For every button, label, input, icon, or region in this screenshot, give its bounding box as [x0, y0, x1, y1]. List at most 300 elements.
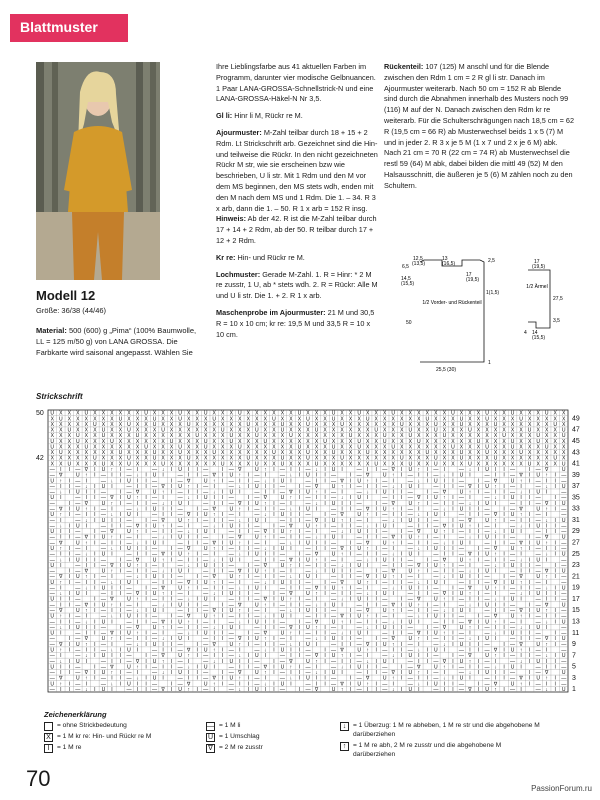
chart-row-label: 45: [572, 437, 580, 445]
chart-stitch-symbol: U: [178, 551, 182, 558]
chart-stitch-symbol: —: [254, 641, 260, 648]
chart-stitch-symbol: I: [196, 534, 198, 541]
chart-stitch-symbol: X: [502, 455, 506, 462]
chart-stitch-symbol: U: [408, 427, 413, 434]
chart-stitch-symbol: I: [264, 551, 267, 558]
chart-stitch-symbol: I: [426, 562, 429, 569]
chart-stitch-symbol: —: [75, 478, 81, 485]
chart-stitch-symbol: U: [510, 681, 515, 688]
chart-stitch-symbol: ↓: [264, 512, 267, 519]
chart-stitch-symbol: U: [229, 489, 234, 496]
legend-item: — = 1 M li: [207, 722, 241, 730]
chart-stitch-symbol: U: [272, 416, 276, 423]
chart-stitch-symbol: I: [503, 579, 505, 586]
chart-stitch-symbol: I: [315, 675, 318, 682]
chart-stitch-symbol: ↓: [289, 608, 293, 615]
chart-stitch-symbol: U: [220, 461, 225, 468]
chart-stitch-symbol: I: [290, 579, 292, 586]
dim-right-1: 17: [466, 272, 472, 278]
dim-top-right-b: (16,5): [442, 261, 456, 267]
chart-stitch-symbol: ↑: [264, 602, 267, 609]
chart-stitch-symbol: —: [510, 641, 516, 648]
chart-stitch-symbol: I: [477, 670, 480, 677]
chart-stitch-symbol: I: [273, 467, 275, 474]
chart-stitch-symbol: —: [177, 658, 183, 665]
chart-stitch-symbol: —: [356, 636, 362, 643]
chart-stitch-symbol: —: [49, 574, 55, 581]
chart-stitch-symbol: X: [510, 455, 515, 462]
chart-stitch-symbol: X: [118, 444, 123, 451]
chart-stitch-symbol: I: [426, 568, 429, 575]
chart-stitch-symbol: I: [469, 630, 471, 637]
chart-stitch-symbol: U: [58, 416, 63, 423]
chart-stitch-symbol: I: [119, 608, 122, 615]
chart-stitch-symbol: ↓: [443, 641, 446, 648]
chart-stitch-symbol: X: [417, 444, 421, 451]
chart-stitch-symbol: I: [213, 585, 215, 592]
chart-stitch-symbol: U: [101, 585, 106, 592]
chart-stitch-symbol: U: [510, 478, 515, 485]
chart-stitch-symbol: X: [519, 461, 523, 468]
chart-stitch-symbol: —: [228, 512, 234, 519]
chart-stitch-symbol: I: [68, 647, 71, 654]
chart-stitch-symbol: I: [136, 636, 139, 643]
chart-stitch-symbol: —: [561, 664, 567, 671]
chart-stitch-symbol: —: [561, 613, 567, 620]
chart-stitch-symbol: —: [331, 472, 337, 479]
chart-stitch-symbol: —: [382, 529, 388, 536]
chart-stitch-symbol: I: [443, 619, 446, 626]
chart-stitch-symbol: —: [382, 483, 388, 490]
watermark: PassionForum.ru: [531, 784, 592, 793]
chart-stitch-symbol: —: [75, 512, 81, 519]
chart-stitch-symbol: I: [196, 608, 198, 615]
chart-stitch-symbol: I: [418, 585, 420, 592]
chart-stitch-symbol: —: [100, 512, 106, 519]
chart-stitch-symbol: U: [459, 506, 464, 513]
chart-stitch-symbol: X: [135, 438, 140, 445]
chart-stitch-symbol: I: [528, 624, 531, 631]
kr-re-text: Kr re: Hin- und Rückr re M.: [216, 252, 305, 262]
chart-stitch-symbol: ↑: [340, 551, 344, 558]
chart-stitch-symbol: I: [68, 500, 71, 507]
chart-stitch-symbol: ↓: [187, 596, 190, 603]
chart-stitch-symbol: I: [528, 613, 531, 620]
chart-row-label: 5: [572, 663, 576, 671]
chart-stitch-symbol: X: [84, 433, 89, 440]
chart-stitch-symbol: I: [119, 675, 122, 682]
chart-stitch-symbol: I: [170, 467, 173, 474]
chart-stitch-symbol: ↑: [212, 478, 216, 485]
chart-stitch-symbol: ↓: [187, 562, 190, 569]
chart-stitch-symbol: —: [100, 608, 106, 615]
chart-stitch-symbol: I: [426, 675, 429, 682]
chart-stitch-symbol: —: [126, 557, 132, 564]
chart-stitch-symbol: I: [426, 658, 429, 665]
chart-stitch-symbol: U: [331, 467, 336, 474]
chart-stitch-symbol: —: [433, 472, 439, 479]
chart-stitch-symbol: —: [331, 574, 337, 581]
chart-stitch-symbol: I: [545, 664, 548, 671]
chart-stitch-symbol: X: [314, 450, 319, 457]
chart-row-label: 47: [572, 426, 580, 434]
chart-stitch-symbol: I: [520, 653, 522, 660]
chart-stitch-symbol: —: [484, 675, 490, 682]
chart-stitch-symbol: X: [536, 421, 540, 428]
chart-stitch-symbol: I: [239, 647, 241, 654]
chart-stitch-symbol: I: [324, 517, 326, 524]
chart-stitch-symbol: X: [272, 410, 276, 417]
chart-stitch-symbol: ↑: [85, 540, 88, 547]
chart-stitch-symbol: I: [170, 664, 173, 671]
chart-stitch-symbol: X: [67, 438, 72, 445]
chart-stitch-symbol: —: [49, 636, 55, 643]
chart-stitch-symbol: U: [306, 608, 310, 615]
chart-stitch-symbol: ∇: [493, 579, 498, 586]
chart-stitch-symbol: X: [425, 421, 430, 428]
chart-stitch-symbol: —: [484, 529, 490, 536]
chart-stitch-symbol: I: [187, 636, 190, 643]
chart-stitch-symbol: X: [204, 450, 208, 457]
chart-stitch-symbol: X: [50, 461, 54, 468]
chart-stitch-symbol: —: [75, 579, 81, 586]
chart-stitch-symbol: ↑: [545, 641, 548, 648]
chart-stitch-symbol: I: [145, 675, 147, 682]
chart-stitch-symbol: U: [357, 647, 361, 654]
chart-stitch-symbol: —: [126, 591, 132, 598]
chart-stitch-symbol: I: [68, 681, 71, 688]
chart-stitch-symbol: U: [203, 613, 208, 620]
chart-stitch-symbol: X: [246, 427, 251, 434]
chart-row-label: 39: [572, 471, 580, 479]
chart-stitch-symbol: —: [535, 467, 541, 474]
chart-stitch-symbol: I: [145, 478, 147, 485]
chart-stitch-symbol: I: [298, 664, 301, 671]
chart-stitch-symbol: I: [68, 557, 71, 564]
chart-stitch-symbol: X: [101, 444, 106, 451]
chart-stitch-symbol: ∇: [519, 608, 523, 615]
legend-item: ↓ = 1 Überzug: 1 M re abheben, 1 M re str und die abgehobene M darüberziehen: [340, 722, 540, 740]
chart-stitch-symbol: I: [528, 585, 531, 592]
chart-stitch-symbol: U: [425, 450, 430, 457]
dim-sleeve-right: 3,5: [553, 318, 560, 324]
chart-stitch-symbol: X: [442, 438, 447, 445]
chart-stitch-symbol: ∇: [263, 596, 268, 603]
chart-stitch-symbol: I: [554, 568, 556, 575]
chart-stitch-symbol: U: [152, 472, 157, 479]
chart-stitch-symbol: I: [264, 483, 267, 490]
chart-stitch-symbol: X: [536, 410, 540, 417]
chart-stitch-symbol: —: [279, 534, 285, 541]
chart-stitch-symbol: U: [561, 467, 566, 474]
chart-stitch-symbol: —: [75, 562, 81, 569]
chart-stitch-symbol: —: [535, 579, 541, 586]
chart-stitch-symbol: I: [298, 596, 301, 603]
chart-stitch-symbol: X: [229, 450, 233, 457]
chart-stitch-symbol: I: [401, 624, 403, 631]
chart-stitch-symbol: I: [196, 574, 198, 581]
chart-stitch-symbol: —: [254, 681, 260, 688]
chart-stitch-symbol: ∇: [212, 608, 216, 615]
chart-stitch-symbol: I: [349, 472, 352, 479]
chart-stitch-symbol: I: [170, 636, 173, 643]
chart-stitch-symbol: U: [561, 483, 566, 490]
chart-stitch-symbol: —: [331, 529, 337, 536]
chart-stitch-symbol: ∇: [340, 681, 344, 688]
chart-stitch-symbol: I: [366, 585, 369, 592]
chart-stitch-symbol: ∇: [340, 478, 344, 485]
chart-stitch-symbol: I: [349, 653, 352, 660]
chart-stitch-symbol: X: [527, 433, 532, 440]
chart-stitch-symbol: X: [340, 410, 344, 417]
chart-stitch-symbol: —: [100, 596, 106, 603]
chart-stitch-symbol: I: [520, 562, 522, 569]
chart-stitch-symbol: ↓: [519, 557, 523, 564]
chart-stitch-symbol: ∇: [493, 478, 498, 485]
chart-stitch-symbol: ↓: [417, 681, 421, 688]
chart-stitch-symbol: —: [152, 545, 158, 552]
chart-stitch-symbol: U: [485, 517, 489, 524]
chart-stitch-symbol: U: [50, 681, 55, 688]
chart-stitch-symbol: X: [485, 427, 489, 434]
chart-stitch-symbol: ∇: [263, 630, 268, 637]
chart-stitch-symbol: X: [59, 427, 63, 434]
chart-stitch-symbol: ↑: [59, 681, 63, 688]
chart-stitch-symbol: ↑: [391, 506, 395, 513]
chart-stitch-symbol: ↑: [136, 630, 139, 637]
chart-stitch-symbol: I: [119, 681, 122, 688]
chart-stitch-symbol: U: [203, 444, 208, 451]
chart-stitch-symbol: X: [340, 427, 344, 434]
chart-stitch-symbol: U: [203, 579, 208, 586]
chart-stitch-symbol: ↓: [494, 495, 497, 502]
chart-stitch-symbol: X: [101, 438, 106, 445]
chart-stitch-symbol: —: [458, 636, 464, 643]
chart-stitch-symbol: X: [221, 416, 225, 423]
chart-stitch-symbol: U: [280, 461, 285, 468]
chart-stitch-symbol: X: [101, 450, 106, 457]
chart-stitch-symbol: —: [254, 478, 260, 485]
chart-stitch-symbol: I: [290, 653, 292, 660]
chart-stitch-symbol: U: [485, 500, 489, 507]
chart-stitch-symbol: X: [493, 427, 498, 434]
chart-stitch-symbol: I: [196, 647, 198, 654]
chart-stitch-symbol: —: [203, 641, 209, 648]
chart-stitch-symbol: U: [101, 602, 106, 609]
chart-stitch-symbol: —: [228, 551, 234, 558]
chart-stitch-symbol: I: [85, 624, 88, 631]
chart-stitch-symbol: —: [49, 523, 55, 530]
chart-stitch-symbol: X: [340, 461, 344, 468]
chart-stitch-symbol: ∇: [110, 562, 114, 569]
chart-stitch-symbol: X: [348, 450, 353, 457]
chart-stitch-symbol: ↓: [468, 568, 472, 575]
chart-stitch-symbol: I: [170, 534, 173, 541]
chart-stitch-symbol: X: [536, 455, 540, 462]
chart-stitch-symbol: —: [510, 540, 516, 547]
sleeve-schematic: [528, 270, 550, 328]
chart-stitch-symbol: —: [407, 506, 413, 513]
chart-stitch-symbol: —: [305, 495, 311, 502]
yarn-over-symbol-icon: U: [207, 734, 214, 741]
chart-stitch-symbol: X: [544, 421, 549, 428]
chart-stitch-symbol: ∇: [365, 641, 370, 648]
chart-stitch-symbol: —: [254, 647, 260, 654]
chart-stitch-symbol: U: [237, 444, 242, 451]
chart-stitch-symbol: I: [392, 557, 394, 564]
chart-stitch-symbol: X: [144, 461, 148, 468]
chart-stitch-symbol: I: [477, 478, 480, 485]
chart-stitch-symbol: U: [519, 450, 523, 457]
chart-stitch-symbol: I: [554, 619, 556, 626]
chart-stitch-symbol: X: [468, 455, 472, 462]
chart-stitch-symbol: U: [382, 675, 387, 682]
chart-stitch-symbol: I: [111, 641, 113, 648]
chart-stitch-symbol: X: [383, 410, 387, 417]
chart-stitch-symbol: ↓: [85, 551, 88, 558]
chart-stitch-symbol: I: [136, 568, 139, 575]
chart-stitch-symbol: —: [458, 681, 464, 688]
chart-stitch-symbol: I: [426, 591, 429, 598]
chart-stitch-symbol: ∇: [391, 568, 395, 575]
chart-stitch-symbol: U: [280, 529, 285, 536]
chart-stitch-symbol: X: [186, 433, 191, 440]
chart-stitch-symbol: U: [306, 416, 310, 423]
chart-stitch-symbol: —: [535, 670, 541, 677]
chart-stitch-symbol: X: [221, 433, 225, 440]
chart-stitch-symbol: I: [162, 630, 164, 637]
chart-stitch-symbol: X: [297, 438, 302, 445]
chart-stitch-symbol: ∇: [314, 585, 319, 592]
chart-stitch-symbol: I: [477, 545, 480, 552]
chart-stitch-symbol: ↑: [110, 602, 114, 609]
chart-stitch-symbol: I: [554, 545, 556, 552]
chart-stitch-symbol: I: [145, 619, 147, 626]
chart-stitch-symbol: I: [401, 517, 403, 524]
chart-stitch-symbol: I: [239, 529, 241, 536]
chart-stitch-symbol: —: [331, 596, 337, 603]
chart-stitch-symbol: U: [76, 523, 80, 530]
chart-stitch-symbol: X: [374, 421, 378, 428]
chart-stitch-symbol: X: [161, 444, 165, 451]
chart-stitch-symbol: X: [442, 421, 447, 428]
chart-stitch-symbol: X: [246, 433, 251, 440]
chart-stitch-symbol: ∇: [340, 545, 344, 552]
chart-stitch-symbol: —: [49, 489, 55, 496]
chart-stitch-symbol: I: [298, 557, 301, 564]
chart-stitch-symbol: I: [94, 540, 96, 547]
chart-stitch-symbol: ↓: [545, 551, 548, 558]
chart-stitch-symbol: ↑: [545, 675, 548, 682]
chart-stitch-symbol: I: [392, 579, 394, 586]
chart-stitch-symbol: —: [382, 585, 388, 592]
chart-stitch-symbol: U: [510, 562, 515, 569]
chart-stitch-symbol: ↑: [340, 686, 344, 693]
chart-stitch-symbol: —: [203, 568, 209, 575]
chart-stitch-symbol: I: [503, 472, 505, 479]
chart-stitch-symbol: I: [290, 568, 292, 575]
chart-stitch-symbol: ↑: [110, 636, 114, 643]
chart-stitch-symbol: U: [246, 421, 251, 428]
chart-stitch-symbol: X: [280, 433, 285, 440]
chart-stitch-symbol: X: [434, 444, 438, 451]
chart-stitch-symbol: U: [178, 410, 182, 417]
chart-stitch-symbol: X: [314, 444, 319, 451]
chart-stitch-symbol: X: [59, 461, 63, 468]
chart-stitch-symbol: —: [177, 647, 183, 654]
chart-stitch-symbol: —: [407, 512, 413, 519]
ruecken-text: Rückenteil: 107 (125) M anschl und für die Blende zwischen den Rdm 1 cm = 2 R gl li str. Danach im Ajourmuster weiterarb. Nach 50 cm = 152 R ab Blende sind durch die Abnahmen innerhalb des Musters noch 99 (116) M auf der N. Danach zwischen den Rdm kr re weiterarb. Für die Schulterschrägungen nach 18,5 cm = 62 R (19,5 cm = 66 R) ab Musterwechsel beids 1 x 5 (7) M und in jeder 2. R 3 x je 5 M (1 x 7 und 2 x je 6 M) abk. Nach 21 cm = 70 R (22 cm = 74 R) ab Musterwechsel die restl 59 (64) M abk, dabei bilden die mittl 49 (52) M den Halsausschnitt, die äußeren je 5 (6) M zählen noch zu den Schultern.: [384, 62, 575, 190]
chart-stitch-symbol: U: [357, 495, 361, 502]
dim-left-2b: (15,5): [401, 281, 415, 287]
chart-stitch-symbol: ∇: [161, 686, 165, 693]
chart-stitch-symbol: —: [305, 681, 311, 688]
chart-stitch-symbol: U: [297, 410, 302, 417]
chart-stitch-symbol: X: [221, 450, 225, 457]
chart-stitch-symbol: I: [94, 585, 96, 592]
chart-stitch-symbol: X: [374, 433, 378, 440]
chart-stitch-symbol: ↓: [85, 619, 88, 626]
chart-stitch-symbol: ↓: [212, 523, 216, 530]
chart-stitch-symbol: ∇: [212, 506, 216, 513]
chart-stitch-symbol: —: [279, 517, 285, 524]
chart-stitch-symbol: I: [170, 545, 173, 552]
chart-stitch-symbol: U: [306, 489, 310, 496]
chart-stitch-symbol: —: [458, 686, 464, 693]
chart-stitch-symbol: —: [49, 472, 55, 479]
chart-stitch-symbol: I: [239, 478, 241, 485]
chart-stitch-symbol: I: [528, 545, 531, 552]
chart-stitch-symbol: —: [535, 529, 541, 536]
chart-stitch-symbol: X: [127, 410, 131, 417]
chart-stitch-symbol: I: [503, 551, 505, 558]
material-text: Material: 500 (600) g „Pima“ (100% Baumwolle, LL = 125 m/50 g) von LANA GROSSA. Die Farbkarte wird saisonal angepasst. Wählen Sie: [36, 326, 197, 357]
chart-stitch-symbol: U: [263, 438, 268, 445]
chart-stitch-symbol: I: [452, 596, 454, 603]
chart-stitch-symbol: I: [247, 517, 250, 524]
chart-stitch-symbol: U: [536, 624, 540, 631]
chart-stitch-symbol: I: [222, 523, 224, 530]
chart-stitch-symbol: I: [145, 653, 147, 660]
chart-stitch-symbol: U: [553, 421, 558, 428]
chart-stitch-symbol: U: [536, 574, 540, 581]
chart-stitch-symbol: ↑: [494, 517, 497, 524]
chart-stitch-symbol: I: [554, 591, 556, 598]
chart-stitch-symbol: U: [280, 613, 285, 620]
chart-stitch-symbol: X: [374, 438, 378, 445]
chart-stitch-symbol: U: [255, 602, 259, 609]
chart-stitch-symbol: ∇: [238, 670, 242, 677]
chart-stitch-symbol: X: [348, 455, 353, 462]
chart-stitch-symbol: I: [290, 602, 292, 609]
chart-stitch-symbol: I: [520, 517, 522, 524]
chart-stitch-symbol: I: [60, 495, 62, 502]
chart-stitch-symbol: I: [528, 478, 531, 485]
chart-stitch-symbol: X: [135, 421, 140, 428]
chart-stitch-symbol: I: [494, 591, 497, 598]
chart-stitch-symbol: I: [60, 596, 62, 603]
chart-stitch-symbol: —: [100, 641, 106, 648]
chart-stitch-symbol: ↑: [110, 670, 114, 677]
chart-stitch-symbol: I: [503, 585, 505, 592]
chart-stitch-symbol: —: [561, 472, 567, 479]
chart-stitch-symbol: ∇: [493, 681, 498, 688]
chart-stitch-symbol: —: [561, 495, 567, 502]
chart-stitch-symbol: I: [528, 630, 531, 637]
chart-stitch-symbol: I: [247, 495, 250, 502]
chart-stitch-symbol: I: [85, 489, 88, 496]
chart-stitch-symbol: X: [144, 433, 148, 440]
